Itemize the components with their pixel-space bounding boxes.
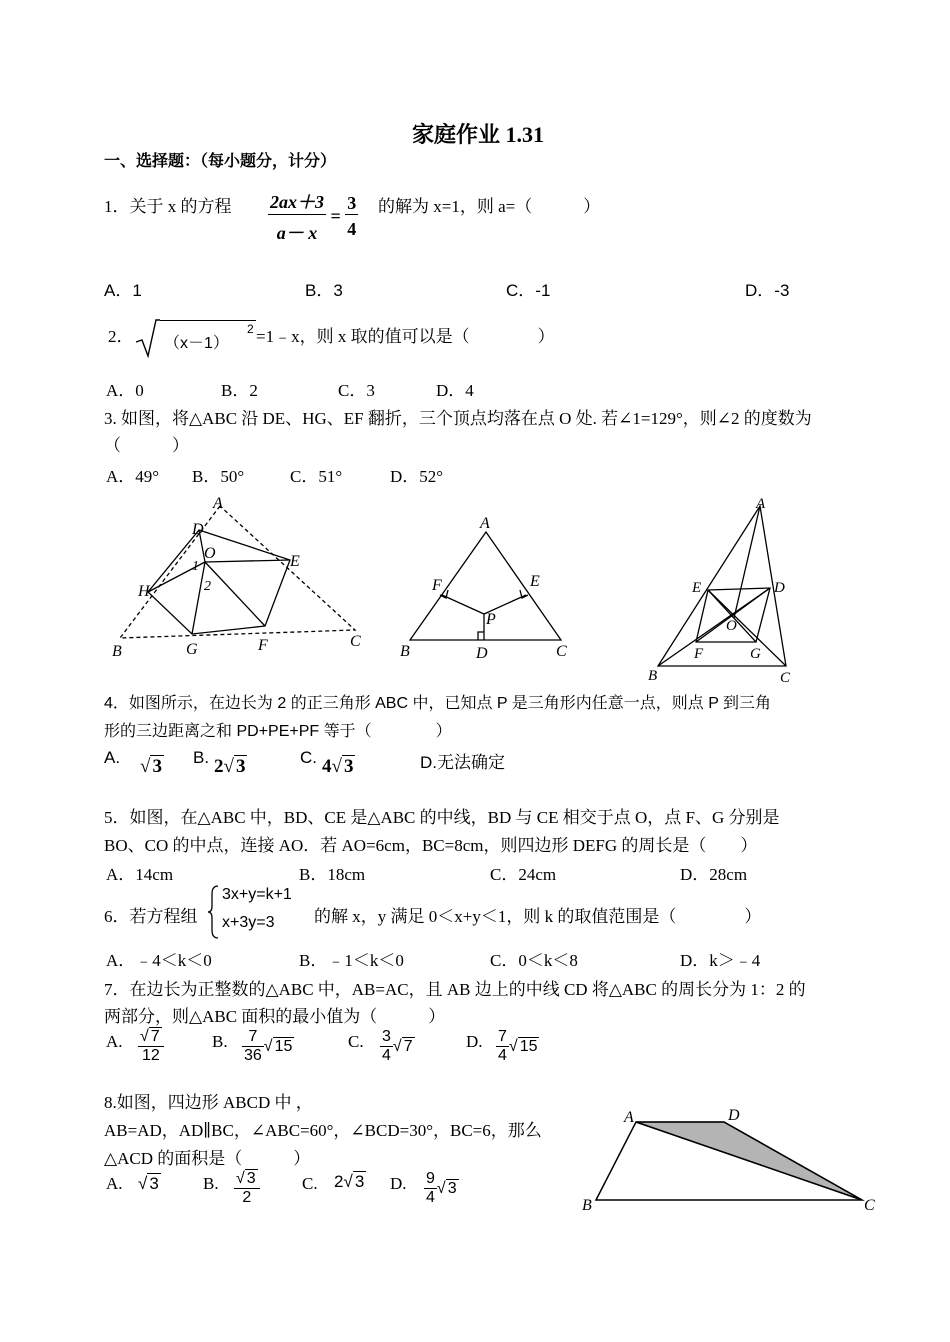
- figure-fold-triangle: [100, 492, 380, 664]
- fig3-label-c: C: [780, 670, 791, 684]
- fig2-label-f: F: [432, 577, 442, 594]
- q2-exponent: 2: [247, 322, 254, 336]
- q8-d-radicand: 3: [447, 1179, 457, 1197]
- q8-line-2: AB=AD，AD∥BC，∠ABC=60°，∠BCD=30°，BC=6，那么: [104, 1121, 542, 1140]
- fig4-label-c: C: [864, 1197, 875, 1214]
- q4-b-radicand: 3: [235, 756, 246, 777]
- q8-line-3: △ACD 的面积是（ ）: [104, 1149, 311, 1168]
- q4-option-b-value: 2√ 3: [214, 756, 246, 777]
- fig1-label-b: B: [112, 643, 122, 660]
- q7-a-denominator: 12: [141, 1047, 160, 1064]
- q3-line-2: （ ）: [104, 436, 189, 455]
- q6-equation-2: x+3y=3: [222, 914, 275, 931]
- q8-c-coefficient: 2: [334, 1172, 344, 1191]
- fig1-label-angle-1: 1: [192, 559, 199, 574]
- fig1-label-d: D: [192, 521, 204, 538]
- q1-suffix: 的解为 x=1，则 a=（ ）: [378, 197, 601, 216]
- q2-radical-sign: [134, 318, 160, 358]
- q5-option-d: D．28cm: [680, 865, 748, 884]
- q7-option-a-value: $\frac{√ 7}{12}$: [138, 1028, 164, 1065]
- q6-suffix: 的解 x，y 满足 0＜x+y＜1，则 k 的取值范围是（ ）: [314, 907, 762, 926]
- fig2-label-e: E: [530, 573, 540, 590]
- q8-b-radicand: 3: [246, 1170, 256, 1187]
- q4-option-d: D.无法确定: [420, 753, 505, 772]
- q8-option-b-label: B.: [203, 1174, 219, 1193]
- q6-option-b: B．﹣1＜k＜0: [299, 951, 404, 970]
- q4-c-coefficient: 4: [322, 756, 332, 777]
- section-heading: 一、选择题：（每小题分，计分）: [104, 153, 337, 170]
- q6-prefix: 6．若方程组: [104, 907, 198, 926]
- q1-numerator: 2ax＋3: [268, 188, 326, 215]
- fig3-label-b: B: [648, 668, 658, 684]
- q7-a-radicand: 7: [150, 1028, 160, 1045]
- q1-option-b: B．3: [305, 281, 343, 300]
- q7-b-radicand: 15: [274, 1037, 293, 1055]
- q2-option-a: A．0: [106, 381, 144, 400]
- q4-option-c-label: C.: [300, 748, 317, 767]
- fig1-label-f: F: [258, 637, 268, 654]
- q7-line-1: 7．在边长为正整数的△ABC 中，AB=AC，且 AB 边上的中线 CD 将△ABC 的周长分为 1：2 的: [104, 980, 806, 999]
- q2-prefix: 2．: [108, 327, 134, 346]
- q8-option-a-value: √ 3: [138, 1174, 159, 1193]
- fig2-label-a: A: [480, 515, 490, 532]
- q8-option-c-value: 2√ 3: [334, 1172, 365, 1191]
- q8-a-radicand: 3: [149, 1174, 159, 1193]
- q3-option-d: D．52°: [390, 467, 444, 486]
- fig2-label-b: B: [400, 643, 410, 660]
- fig1-label-e: E: [290, 553, 300, 570]
- q4-option-b-label: B.: [193, 748, 210, 767]
- q8-b-denominator: 2: [242, 1189, 252, 1206]
- q7-option-d-value: $\frac{7}{4}$ √ 15: [498, 1028, 538, 1064]
- q6-option-a: A．﹣4＜k＜0: [106, 951, 212, 970]
- q3-line-1: 3. 如图，将△ABC 沿 DE、HG、EF 翻折，三个顶点均落在点 O 处. 若∠1=129°，则∠2 的度数为: [104, 409, 812, 428]
- q7-option-c-label: C.: [348, 1032, 364, 1051]
- q6-equation-1: 3x+y=k+1: [222, 886, 292, 903]
- q2-option-d: D．4: [436, 381, 474, 400]
- fig1-label-angle-2: 2: [204, 579, 211, 594]
- q1-fraction: [268, 188, 358, 245]
- q4-option-c-value: 4√ 3: [322, 756, 354, 777]
- fig3-label-a: A: [756, 496, 766, 512]
- q4-option-a-value: √ 3: [140, 756, 162, 777]
- q8-option-b-value: $\frac{√ 3}{2}$: [234, 1170, 260, 1207]
- fig3-label-f: F: [694, 646, 704, 662]
- q7-d-numerator: 7: [498, 1028, 507, 1045]
- q8-option-d-value: $\frac{9}{4}$ √ 3: [426, 1170, 457, 1206]
- q7-option-a-label: A.: [106, 1032, 123, 1051]
- q1-option-a: A．1: [104, 281, 142, 300]
- q7-option-b-value: $\frac{7}{36}$ √ 15: [244, 1028, 293, 1064]
- figure-equilateral-triangle: [396, 512, 586, 662]
- fig4-label-a: A: [624, 1109, 634, 1126]
- q2-option-b: B．2: [221, 381, 258, 400]
- fig1-label-g: G: [186, 641, 198, 658]
- q1-rhs-numerator: 3: [347, 193, 357, 213]
- fig1-label-a: A: [213, 495, 223, 512]
- q1-option-d: D．-3: [745, 281, 790, 300]
- q5-option-b: B．18cm: [299, 865, 366, 884]
- q7-option-d-label: D.: [466, 1032, 483, 1051]
- q4-a-radicand: 3: [152, 756, 162, 777]
- q2-option-c: C．3: [338, 381, 375, 400]
- fig3-label-g: G: [750, 646, 761, 662]
- q8-option-a-label: A.: [106, 1174, 123, 1193]
- q2-radicand: （x－1）: [164, 335, 229, 352]
- q6-option-c: C．0＜k＜8: [490, 951, 578, 970]
- figure-median-quadrilateral: [640, 492, 800, 684]
- q3-option-c: C．51°: [290, 467, 343, 486]
- q1-prefix: 1．关于 x 的方程: [104, 197, 232, 216]
- q5-option-c: C．24cm: [490, 865, 557, 884]
- fig4-label-d: D: [728, 1107, 740, 1124]
- q4-line-1: 4．如图所示，在边长为 2 的正三角形 ABC 中，已知点 P 是三角形内任意一点，则点 P 到三角: [104, 695, 772, 712]
- fig2-label-d: D: [476, 645, 488, 662]
- q8-d-numerator: 9: [426, 1170, 435, 1187]
- q7-line-2: 两部分，则△ABC 面积的最小值为（ ）: [104, 1007, 446, 1026]
- fig3-label-d: D: [774, 580, 785, 596]
- q8-c-radicand: 3: [354, 1172, 365, 1191]
- q8-line-1: 8.如图，四边形 ABCD 中 ，: [104, 1093, 313, 1112]
- q5-line-2: BO、CO 的中点，连接 AO．若 AO=6cm，BC=8cm，则四边形 DEFG 的周长是（ ）: [104, 836, 758, 855]
- q7-d-radicand: 15: [519, 1037, 538, 1055]
- q8-d-denominator: 4: [426, 1189, 435, 1206]
- figure-trapezoid: [574, 1100, 884, 1222]
- q2-suffix: =1﹣x，则 x 取的值可以是（ ）: [256, 327, 555, 346]
- q6-option-d: D．k＞﹣4: [680, 951, 761, 970]
- q8-option-c-label: C.: [302, 1174, 318, 1193]
- fig4-label-b: B: [582, 1197, 592, 1214]
- q3-option-a: A．49°: [106, 467, 160, 486]
- fig2-label-c: C: [556, 643, 567, 660]
- fig1-label-h: H: [138, 583, 150, 600]
- fig2-label-p: P: [486, 611, 496, 628]
- q4-b-coefficient: 2: [214, 756, 224, 777]
- q1-option-c: C．-1: [506, 281, 551, 300]
- q4-c-radicand: 3: [343, 756, 354, 777]
- fig3-label-e: E: [692, 580, 702, 596]
- q4-line-2: 形的三边距离之和 PD+PE+PF 等于（ ）: [104, 723, 452, 740]
- q1-equals: =: [330, 206, 341, 226]
- q7-option-c-value: $\frac{3}{4}$ √ 7: [382, 1028, 413, 1064]
- q3-option-b: B．50°: [192, 467, 245, 486]
- fig1-label-o: O: [204, 545, 216, 562]
- q7-d-denominator: 4: [498, 1047, 507, 1064]
- q5-line-1: 5．如图，在△ABC 中，BD、CE 是△ABC 的中线，BD 与 CE 相交于点 O，点 F、G 分别是: [104, 808, 780, 827]
- q1-rhs-denominator: 4: [347, 219, 357, 239]
- q6-brace: [206, 884, 220, 940]
- q7-b-denominator: 36: [244, 1047, 262, 1064]
- q1-denominator: a－ x: [276, 223, 318, 243]
- page-title: 家庭作业 1.31: [412, 122, 545, 147]
- q4-option-a-label: A.: [104, 748, 121, 767]
- fig3-label-o: O: [726, 618, 737, 634]
- q7-b-numerator: 7: [242, 1028, 264, 1047]
- q5-option-a: A．14cm: [106, 865, 174, 884]
- q7-option-b-label: B.: [212, 1032, 228, 1051]
- q7-c-denominator: 4: [382, 1047, 391, 1064]
- q7-c-numerator: 3: [382, 1028, 391, 1045]
- q8-option-d-label: D.: [390, 1174, 407, 1193]
- fig1-label-c: C: [350, 633, 361, 650]
- q7-c-radicand: 7: [403, 1037, 413, 1055]
